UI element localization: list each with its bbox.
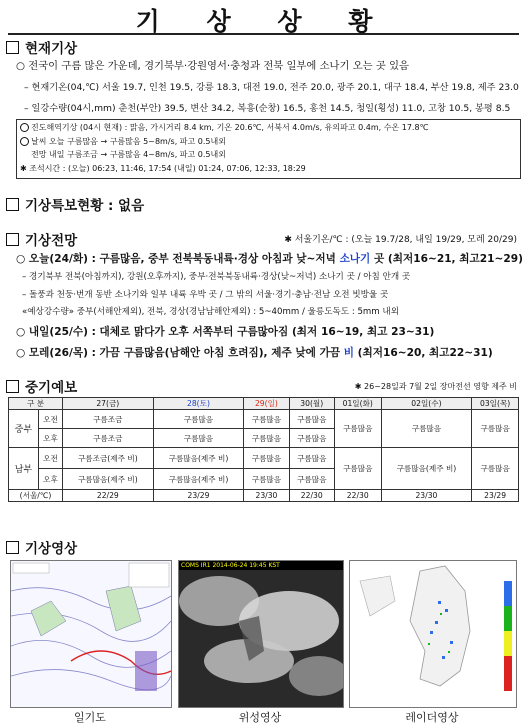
satellite-image <box>178 560 344 708</box>
pm-label: 오후 <box>39 469 63 490</box>
checkbox-icon <box>6 233 19 246</box>
checkbox-icon <box>6 198 19 211</box>
caption-satellite: 위성영상 <box>238 711 282 724</box>
checkbox-icon <box>6 41 19 54</box>
dayafter-forecast-c: (최저16~20, 최고22~31) <box>353 347 493 359</box>
section-weekly <box>6 376 77 396</box>
section-special-title: 기상특보현황 : 없음 <box>25 198 145 214</box>
today-forecast-a: ○ 오늘(24/화) : 구름많음, 중부 전북북동내륙·경상 아침과 낮~저녁 <box>16 253 340 265</box>
region-central: 중부 <box>9 410 39 448</box>
marine-current-text: 진도해역기상 (04시 현재) : 맑음, 가시거리 8.4 km, 기온 20.6℃, 서북서 4.0m/s, 유의파고 0.4m, 수온 17.8℃ <box>31 123 429 132</box>
table-row <box>9 410 519 429</box>
today-forecast-c: 곳 (최저16~21, 최고21~29) <box>370 253 523 265</box>
forecast-cell: 구름많음 <box>153 410 244 429</box>
caption-weather-chart: 일기도 <box>74 711 106 724</box>
header-day: 30(월) <box>289 398 334 410</box>
temp-cell: 22/29 <box>63 490 154 502</box>
marine-today <box>20 136 226 147</box>
header-day: 01일(화) <box>334 398 381 410</box>
marine-box <box>16 119 521 179</box>
section-images-title: 기상영상 <box>25 541 78 557</box>
table-row <box>9 448 519 469</box>
forecast-cell: 구름많음 <box>289 469 334 490</box>
forecast-cell: 구름많음 <box>244 410 289 429</box>
section-current <box>6 37 77 57</box>
seoul-temp-label: (서울/℃) <box>9 490 63 502</box>
satellite-banner: COMS IR1 2014-06-24 19:45 KST <box>179 561 344 570</box>
section-forecast-title: 기상전망 <box>25 233 78 249</box>
forecast-cell: 구름많음 <box>289 448 334 469</box>
section-current-title: 현재기상 <box>25 41 78 57</box>
section-forecast <box>6 229 77 249</box>
table-row <box>9 490 519 502</box>
section-images <box>6 537 77 557</box>
circle-icon <box>20 137 29 146</box>
forecast-cell: 구름많음(제주 비) <box>381 448 472 490</box>
am-label: 오전 <box>39 410 63 429</box>
dayafter-forecast <box>16 345 493 360</box>
pm-label: 오후 <box>39 429 63 448</box>
today-detail-2: – 돌풍과 천둥·번개 동반 소나기와 일부 내륙 우박 곳 / 그 밖의 서울·경기·충남·전남 오전 빗방울 곳 <box>22 290 389 300</box>
forecast-cell: 구름많음 <box>244 448 289 469</box>
title-rule <box>8 33 519 35</box>
caption-radar: 레이더영상 <box>405 711 459 724</box>
radar-image <box>349 560 517 708</box>
header-day: 03일(목) <box>472 398 519 410</box>
header-day: 27(금) <box>63 398 154 410</box>
tomorrow-forecast: ○ 내일(25/수) : 대체로 맑다가 오후 서쪽부터 구름많아짐 (최저 16~19, 최고 23~31) <box>16 326 435 338</box>
tide-times: ✱ 조석시간 : (오늘) 06:23, 11:46, 17:54 (내일) 01:24, 07:06, 12:33, 18:29 <box>20 164 306 173</box>
header-day: 02일(수) <box>381 398 472 410</box>
forecast-cell: 구름조금 <box>63 410 154 429</box>
marine-today-text: 날씨 오늘 구름많음 → 구름많음 5~8m/s, 파고 0.5내외 <box>31 137 226 146</box>
am-label: 오전 <box>39 448 63 469</box>
weather-chart-image <box>10 560 172 708</box>
forecast-cell: 구름많음 <box>334 448 381 490</box>
forecast-cell: 구름많음 <box>244 469 289 490</box>
weather-chart-graphic <box>11 561 171 707</box>
header-day: 29(일) <box>244 398 289 410</box>
dayafter-forecast-rain: 비 <box>343 347 354 359</box>
forecast-cell: 구름조금(제주 비) <box>63 448 154 469</box>
forecast-cell: 구름많음 <box>472 448 519 490</box>
header-label: 구 분 <box>9 398 63 410</box>
section-special <box>6 194 144 214</box>
current-temps: – 현재기온(04,℃) 서울 19.7, 인천 19.5, 강릉 18.3, 대전 19.0, 전주 20.0, 광주 20.1, 대구 18.4, 부산 19.8, 제주 23.0 <box>24 82 519 93</box>
page-title: 기 상 상 황 <box>135 7 392 36</box>
expected-rain: «예상강수량» 중부(서해안제외), 전북, 경상(경남남해안제외) : 5~40mm / 울릉도독도 : 5mm 내외 <box>22 307 399 317</box>
checkbox-icon <box>6 541 19 554</box>
checkbox-icon <box>6 380 19 393</box>
region-south: 남부 <box>9 448 39 490</box>
marine-current <box>20 122 429 133</box>
header-day: 28(토) <box>153 398 244 410</box>
dayafter-forecast-a: ○ 모레(26/목) : 가끔 구름많음(남해안 아침 흐려짐), 제주 낮에 가끔 <box>16 347 344 359</box>
radar-graphic <box>350 561 516 707</box>
forecast-cell: 구름많음 <box>334 410 381 448</box>
today-forecast <box>16 251 523 266</box>
weekly-table <box>8 397 519 502</box>
temp-cell: 22/30 <box>289 490 334 502</box>
current-summary: ○ 전국이 구름 많은 가운데, 경기북부·강원영서·충청과 전북 일부에 소나기 오는 곳 있음 <box>16 60 409 72</box>
forecast-cell: 구름많음 <box>244 429 289 448</box>
temp-cell: 23/29 <box>153 490 244 502</box>
forecast-cell: 구름조금 <box>63 429 154 448</box>
temp-cell: 23/30 <box>381 490 472 502</box>
temp-cell: 22/30 <box>334 490 381 502</box>
forecast-cell: 구름많음 <box>472 410 519 448</box>
weekly-header-row <box>9 398 519 410</box>
section-weekly-title: 중기예보 <box>25 380 78 396</box>
forecast-cell: 구름많음(제주 비) <box>153 448 244 469</box>
today-detail-1: – 경기북부 전북(아침까지), 강원(오후까지), 중부·전북북동내륙·경상(낮~저녁) 소나기 곳 / 아침 안개 곳 <box>22 272 411 282</box>
forecast-cell: 구름많음(제주 비) <box>153 469 244 490</box>
forecast-cell: 구름많음 <box>289 410 334 429</box>
current-rain: – 일강수량(04시,mm) 춘천(부안) 39.5, 변산 34.2, 복흥(순창) 16.5, 홍천 14.5, 청일(횡성) 11.0, 고창 10.5, 봉평 8.5 <box>24 103 511 114</box>
today-forecast-shower: 소나기 <box>339 253 371 265</box>
circle-icon <box>20 123 29 132</box>
temp-cell: 23/30 <box>244 490 289 502</box>
forecast-cell: 구름많음 <box>153 429 244 448</box>
forecast-cell: 구름많음 <box>381 410 472 448</box>
forecast-cell: 구름많음 <box>289 429 334 448</box>
temp-cell: 23/29 <box>472 490 519 502</box>
forecast-cell: 구름많음(제주 비) <box>63 469 154 490</box>
marine-tomorrow: 전망 내일 구름조금 → 구름많음 4~8m/s, 파고 0.5내외 <box>31 150 226 159</box>
seoul-temp-note: ✱ 서울기온/℃ : (오늘 19.7/28, 내일 19/29, 모레 20/29) <box>284 235 517 245</box>
satellite-graphic <box>179 561 343 707</box>
weekly-note: ✱ 26~28일과 7월 2일 장마전선 영향 제주 비 <box>354 382 517 391</box>
